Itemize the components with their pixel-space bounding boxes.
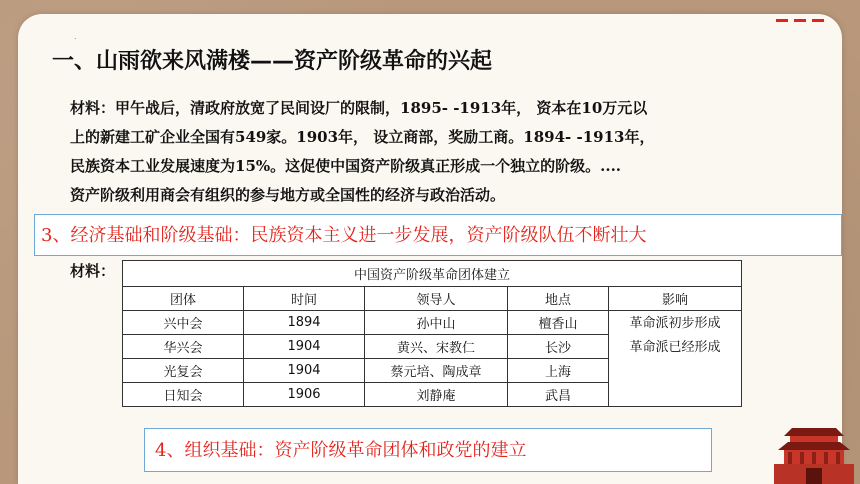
table-header-row (123, 287, 742, 311)
table-cell: 光复会 (123, 359, 244, 383)
table-cell: 武昌 (508, 383, 609, 407)
header-cell: 领导人 (365, 287, 508, 311)
table-cell: 长沙 (508, 335, 609, 359)
header-cell: 地点 (508, 287, 609, 311)
material-line: 民族资本工业发展速度为15%。这促使中国资产阶级真正形成一个独立的阶级。.... (70, 157, 622, 175)
point4-box: 4、组织基础：资产阶级革命团体和政党的建立 (144, 428, 712, 472)
table-caption: 中国资产阶级革命团体建立 (123, 261, 742, 287)
table-cell: 蔡元培、陶成章 (365, 359, 508, 383)
influence-cell (609, 311, 742, 407)
material-paragraph (70, 94, 810, 210)
table-cell: 檀香山 (508, 311, 609, 335)
material-line: 材料：甲午战后，清政府放宽了民间设厂的限制，1895- -1913年， 资本在10万元以 (70, 99, 648, 117)
table-cell: 1904 (244, 335, 365, 359)
table-row (123, 311, 742, 335)
table-cell: 上海 (508, 359, 609, 383)
table-cell: 1894 (244, 311, 365, 335)
header-cell: 时间 (244, 287, 365, 311)
influence-text: 革命派初步形成 (629, 316, 721, 331)
table-cell: 1904 (244, 359, 365, 383)
slide-card (18, 14, 842, 484)
header-cell: 影响 (609, 287, 742, 311)
organizations-table (122, 260, 742, 407)
material-line: 上的新建工矿企业全国有549家。1903年， 设立商部，奖励工商。1894- -1913年， (70, 128, 655, 146)
table-cell: 黄兴、宋教仁 (365, 335, 508, 359)
decorative-dashes (776, 18, 826, 24)
corner-dot: . (74, 32, 77, 41)
table-cell: 孙中山 (365, 311, 508, 335)
influence-text: 革命派已经形成 (629, 340, 721, 355)
point3-box: 3、经济基础和阶级基础：民族资本主义进一步发展，资产阶级队伍不断壮大 (34, 214, 842, 256)
material-line: 资产阶级利用商会有组织的参与地方或全国性的经济与政治活动。 (70, 186, 506, 204)
table-cell: 1906 (244, 383, 365, 407)
palace-illustration (774, 414, 854, 484)
slide-title: 一、山雨欲来风满楼——资产阶级革命的兴起 (52, 49, 493, 74)
header-cell: 团体 (123, 287, 244, 311)
table-cell: 日知会 (123, 383, 244, 407)
table-cell: 华兴会 (123, 335, 244, 359)
material-label: 材料： (70, 262, 116, 280)
table-cell: 刘静庵 (365, 383, 508, 407)
table-cell: 兴中会 (123, 311, 244, 335)
